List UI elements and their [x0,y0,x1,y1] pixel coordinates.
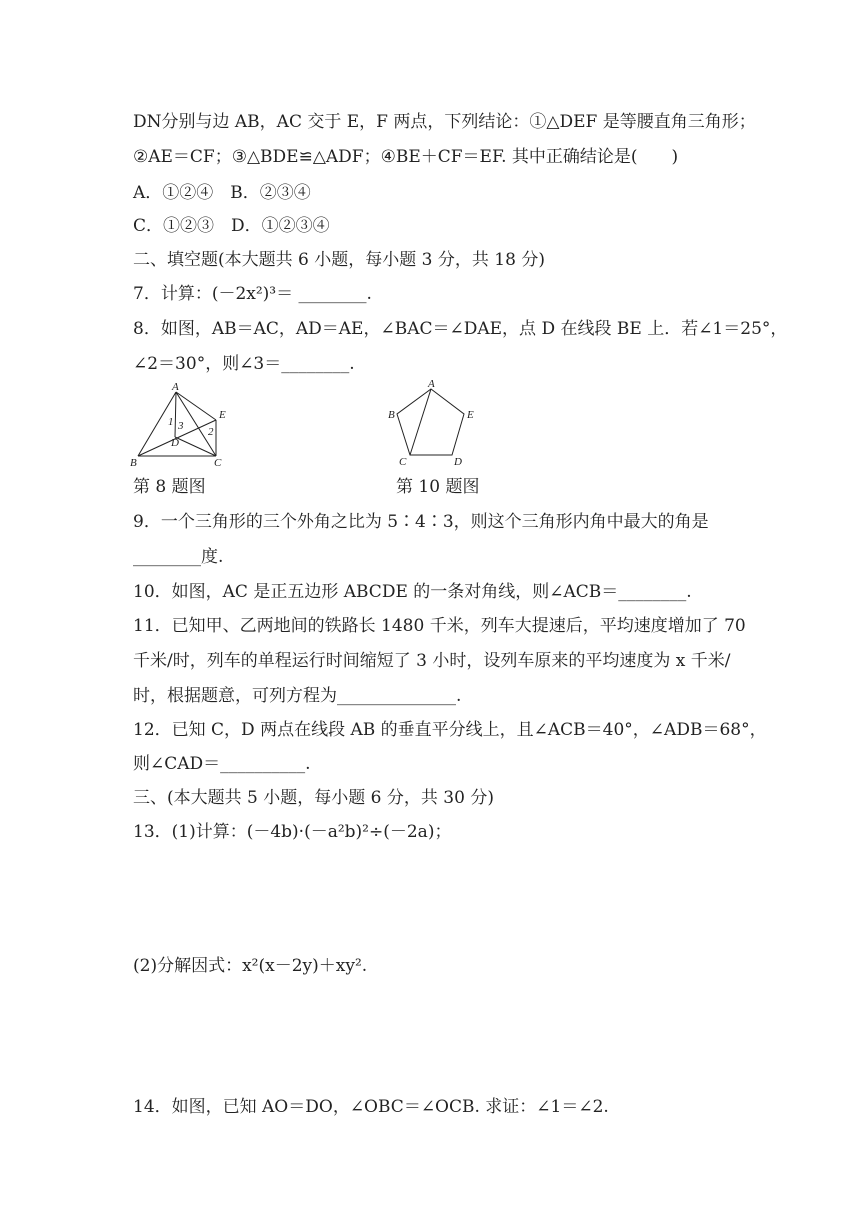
fig8-angle-3: 3 [178,420,184,432]
fig8-label-d: D [171,437,179,449]
fig10-label-d: D [454,456,462,468]
fig10-label-a: A [428,378,435,390]
fig10-label-e: E [467,409,474,421]
text-line-2: ②AE＝CF；③△BDE≌△ADF；④BE＋CF＝EF. 其中正确结论是( ) [133,147,679,167]
fig8-angle-2: 2 [208,426,214,438]
question-7: 7．计算：(－2x²)³＝ ________. [133,284,372,304]
question-11-line-2: 千米/时，列车的单程运行时间缩短了 3 小时，设列车原来的平均速度为 x 千米/ [133,651,731,671]
section-heading-three: 三、(本大题共 5 小题，每小题 6 分，共 30 分) [133,788,494,808]
question-9-line-2: ________度. [133,547,224,567]
figure-8 [128,380,238,470]
segment-ad [175,392,176,437]
question-13-part-2: (2)分解因式：x²(x－2y)＋xy². [133,956,368,976]
option-line-ab: A．①②④ B．②③④ [133,183,311,203]
question-11-line-3: 时，根据题意，可列方程为______________. [133,686,462,706]
diagonal-ac [410,389,431,455]
figure-8-caption: 第 8 题图 [133,477,206,497]
figure-10-caption: 第 10 题图 [396,477,480,497]
fig8-label-e: E [219,409,226,421]
option-line-cd: C．①②③ D．①②③④ [133,216,330,236]
fig10-label-b: B [388,409,395,421]
pentagon-abcde [397,389,464,455]
question-12-line-2: 则∠CAD＝__________. [133,754,311,774]
fig8-label-c: C [214,457,222,469]
figure-10 [385,377,480,470]
question-11-line-1: 11．已知甲、乙两地间的铁路长 1480 千米，列车大提速后，平均速度增加了 70 [133,616,746,636]
fig10-label-c: C [399,456,407,468]
question-12-line-1: 12．已知 C，D 两点在线段 AB 的垂直平分线上，且∠ACB＝40°，∠ADB＝68°， [133,720,767,740]
fig8-angle-1: 1 [168,416,174,428]
question-8-line-1: 8．如图，AB＝AC，AD＝AE，∠BAC＝∠DAE，点 D 在线段 BE 上．若∠1＝25°， [133,319,788,339]
text-line-1: DN分别与边 AB，AC 交于 E，F 两点，下列结论：①△DEF 是等腰直角三角形； [133,112,756,132]
question-14: 14．如图，已知 AO＝DO，∠OBC＝∠OCB. 求证：∠1＝∠2. [133,1097,609,1117]
fig8-label-b: B [130,457,137,469]
question-8-line-2: ∠2＝30°，则∠3＝________. [133,354,355,374]
fig8-label-a: A [172,381,179,393]
segment-ae [176,392,216,420]
question-13-part-1: 13．(1)计算：(－4b)·(－a²b)²÷(－2a)； [133,822,452,842]
question-9-line-1: 9．一个三角形的三个外角之比为 5∶4∶3，则这个三角形内角中最大的角是 [133,512,709,532]
question-10: 10．如图，AC 是正五边形 ABCDE 的一条对角线，则∠ACB＝________. [133,582,692,602]
section-heading-fill: 二、填空题(本大题共 6 小题，每小题 3 分，共 18 分) [133,250,545,270]
